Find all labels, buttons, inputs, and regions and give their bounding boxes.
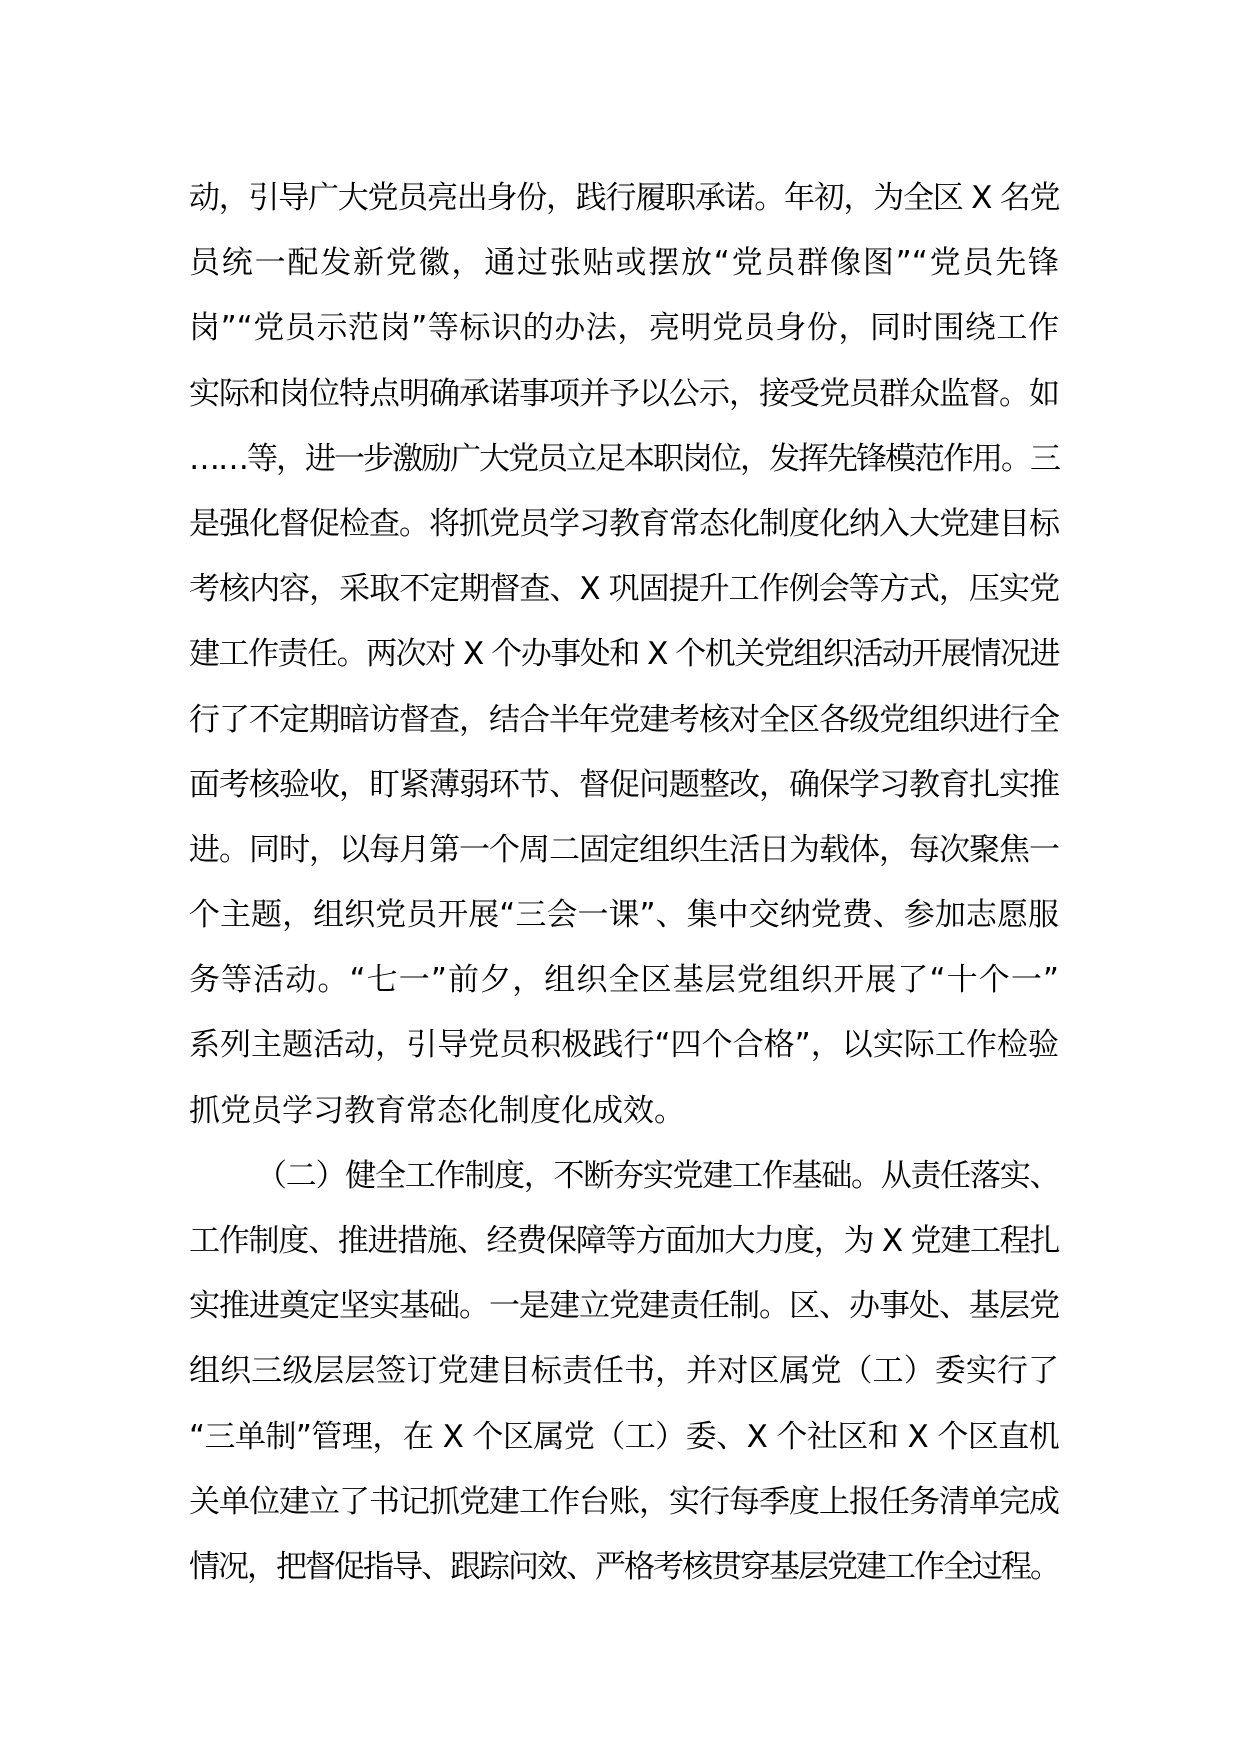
text-line: 面考核验收，盯紧薄弱环节、督促问题整改，确保学习教育扎实推 bbox=[189, 766, 1059, 803]
text-line: 考核内容，采取不定期督查、X 巩固提升工作例会等方式，压实党 bbox=[189, 571, 1059, 608]
text-line: 行了不定期暗访督查，结合半年党建考核对全区各级党组织进行全 bbox=[189, 701, 1059, 738]
text-line: （二）健全工作制度，不断夯实党建工作基础。从责任落实、 bbox=[256, 1157, 1060, 1194]
text-line: 是强化督促检查。将抓党员学习教育常态化制度化纳入大党建目标 bbox=[189, 505, 1059, 542]
text-line: 抓党员学习教育常态化制度化成效。 bbox=[189, 1092, 685, 1129]
text-line: 系列主题活动，引导党员积极践行“四个合格”，以实际工作检验 bbox=[189, 1027, 1059, 1064]
text-line: 组织三级层层签订党建目标责任书，并对区属党（工）委实行了 bbox=[189, 1353, 1059, 1390]
text-line: 务等活动。“七一”前夕，组织全区基层党组织开展了“十个一” bbox=[189, 962, 1059, 999]
text-line: ……等，进一步激励广大党员立足本职岗位，发挥先锋模范作用。三 bbox=[189, 440, 1059, 477]
text-line: 情况，把督促指导、跟踪问效、严格考核贯穿基层党建工作全过程。 bbox=[189, 1548, 1059, 1585]
text-line: 动，引导广大党员亮出身份，践行履职承诺。年初，为全区 X 名党 bbox=[189, 180, 1060, 216]
text-line: 岗”“党员示范岗”等标识的办法，亮明党员身份，同时围绕工作 bbox=[189, 310, 1059, 347]
text-line: 员统一配发新党徽，通过张贴或摆放“党员群像图”“党员先锋 bbox=[189, 245, 1059, 282]
body-text bbox=[189, 166, 1059, 1600]
text-line: 建工作责任。两次对 X 个办事处和 X 个机关党组织活动开展情况进 bbox=[189, 636, 1059, 673]
text-line: 工作制度、推进措施、经费保障等方面加大力度，为 X 党建工程扎 bbox=[189, 1223, 1060, 1259]
text-line: “三单制”管理，在 X 个区属党（工）委、X 个社区和 X 个区直机 bbox=[189, 1418, 1059, 1455]
text-line: 关单位建立了书记抓党建工作台账，实行每季度上报任务清单完成 bbox=[189, 1483, 1059, 1520]
text-line: 实际和岗位特点明确承诺事项并予以公示，接受党员群众监督。如 bbox=[189, 375, 1059, 412]
text-line: 个主题，组织党员开展“三会一课”、集中交纳党费、参加志愿服 bbox=[189, 897, 1059, 934]
text-line: 进。同时，以每月第一个周二固定组织生活日为载体，每次聚焦一 bbox=[189, 831, 1059, 868]
text-line: 实推进奠定坚实基础。一是建立党建责任制。区、办事处、基层党 bbox=[189, 1288, 1059, 1325]
